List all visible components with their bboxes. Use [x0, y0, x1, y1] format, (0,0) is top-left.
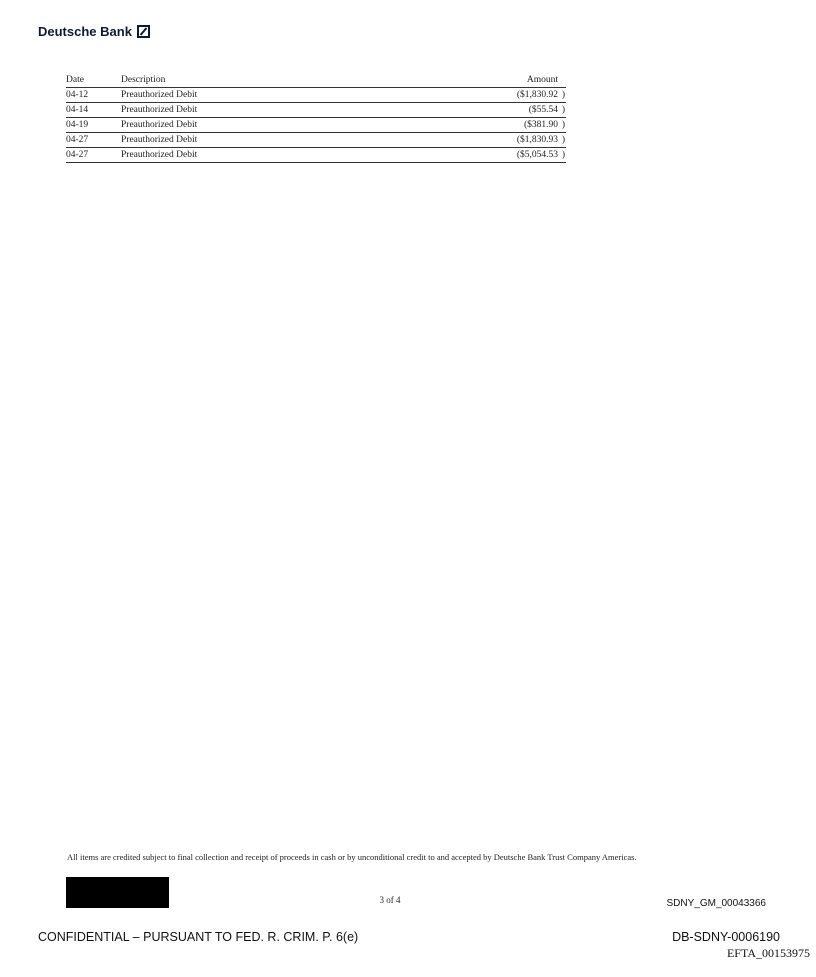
row-description: Preauthorized Debit	[121, 118, 392, 133]
disclaimer-text: All items are credited subject to final collection and receipt of proceeds in cash or by unconditional credit to and accepted by Deutsche Bank Trust Company Americas.	[67, 852, 637, 862]
row-date: 04-12	[66, 88, 121, 103]
row-date: 04-19	[66, 118, 121, 133]
bank-name: Deutsche Bank	[38, 24, 132, 39]
table-row	[66, 148, 566, 163]
column-header-date: Date	[66, 73, 121, 88]
table-row	[66, 133, 566, 148]
row-amount: ($55.54 )	[392, 103, 566, 118]
row-amount: ($5,054.53 )	[392, 148, 566, 163]
row-amount: ($381.90 )	[392, 118, 566, 133]
row-description: Preauthorized Debit	[121, 103, 392, 118]
deutsche-bank-logo-icon	[137, 25, 150, 38]
row-date: 04-27	[66, 148, 121, 163]
row-date: 04-27	[66, 133, 121, 148]
efta-reference-number: EFTA_00153975	[726, 946, 810, 960]
column-header-amount: Amount	[392, 73, 566, 88]
table-row	[66, 103, 566, 118]
row-description: Preauthorized Debit	[121, 88, 392, 103]
row-date: 04-14	[66, 103, 121, 118]
redaction-block	[66, 877, 169, 908]
bank-brand	[38, 24, 150, 39]
bates-number: SDNY_GM_00043366	[666, 898, 766, 909]
table-header-row	[66, 73, 566, 88]
row-description: Preauthorized Debit	[121, 148, 392, 163]
row-amount: ($1,830.93 )	[392, 133, 566, 148]
column-header-description: Description	[121, 73, 392, 88]
row-description: Preauthorized Debit	[121, 133, 392, 148]
confidentiality-notice: CONFIDENTIAL – PURSUANT TO FED. R. CRIM. P. 6(e)	[38, 930, 359, 944]
page-number: 3 of 4	[379, 895, 401, 905]
row-amount: ($1,830.92 )	[392, 88, 566, 103]
table-row	[66, 88, 566, 103]
transactions-table	[66, 73, 566, 163]
table-row	[66, 118, 566, 133]
db-reference-number: DB-SDNY-0006190	[672, 930, 780, 944]
